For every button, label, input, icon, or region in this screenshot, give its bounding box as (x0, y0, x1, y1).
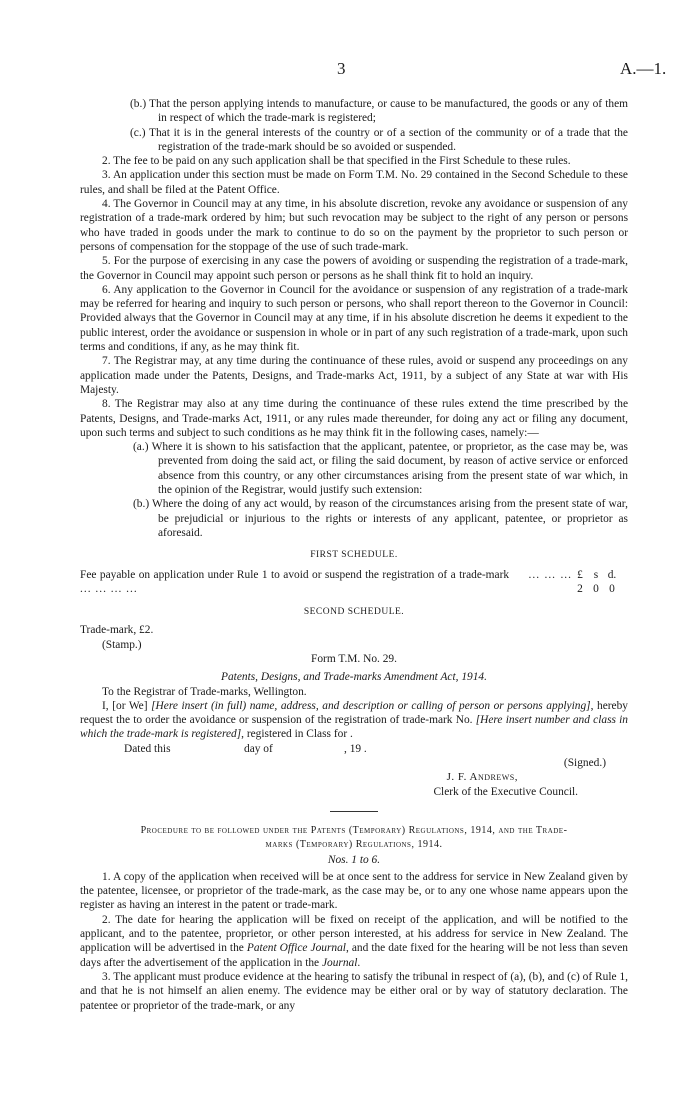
procedure-heading-line-1: Procedure to be followed under the Patents (Temporary) Regulations, 1914, and the Trade- (140, 824, 568, 836)
rule-6: 6. Any application to the Governor in Council for the avoidance or suspension of any registration of a trade-mark may be referred for hearing and inquiry to such person or persons, who shall report thereon to the Governor in Council: Provided always that the Governor in Council may at any time, if in his absolute discretion he deems it expedient to the public interest, order the avoidance or suspension in whole or in part of any such registration of a trade-mark, upon such terms and conditions, if any, as he may think fit. (80, 283, 628, 354)
fee-col-shillings: s (593, 568, 599, 581)
form-addressee: To the Registrar of Trade-marks, Wellington. (102, 685, 307, 698)
signatory-name: J. F. Andrews, (446, 771, 518, 784)
signed-label: (Signed.) (563, 757, 606, 770)
rule-8-clause-b: (b.) Where the doing of any act would, by reason of the circumstances arising from the present state of war, be prejudicial or injurious to the rights or interests of any applicant, patentee, or proprietor as aforesaid. (133, 498, 628, 539)
rule-7: 7. The Registrar may, at any time during the continuance of these rules, avoid or suspend any proceedings on any application made under the Patents, Designs, and Trade-marks Act, 1911, by a subject of any State at war with His Majesty. (80, 355, 628, 396)
fee-value-shillings: 0 (593, 582, 599, 595)
form-petition: I, [or We] [Here insert (in full) name, address, and description or calling of person or persons applying], hereby request the to order the avoidance or suspension of the registration of trade-mark No. [Here insert number and class in which the trade-mark is registered], registered in Class for . (80, 699, 629, 741)
first-schedule-heading: FIRST SCHEDULE. (310, 550, 398, 561)
document-body (80, 97, 628, 1013)
page-number: 3 (337, 59, 346, 78)
trade-mark-fee: Trade-mark, £2. (80, 624, 154, 637)
signatory-title: Clerk of the Executive Council. (433, 785, 578, 798)
form-dated-line: Dated this day of , 19 . (124, 742, 367, 755)
fee-col-pounds: £ (577, 568, 583, 581)
fee-value-pence: 0 (609, 582, 615, 595)
page-header (0, 59, 700, 82)
second-schedule-heading: SECOND SCHEDULE. (303, 607, 405, 618)
fee-col-pence: d. (607, 568, 617, 581)
procedure-item-3: 3. The applicant must produce evidence at the hearing to satisfy the tribunal in respect of (a), (b), and (c) of Rule 1, and that he is not himself an alien enemy. The evidence may be either oral or by way of statutory declaration. The patentee or proprietor of the trade-mark, or any (80, 970, 628, 1012)
rule-1-clause-c: (c.) That it is in the general interests of the country or of a section of the community or of a trade that the registration of the trade-mark should be so avoided or suspended. (130, 126, 628, 153)
procedure-subheading: Nos. 1 to 6. (327, 853, 381, 866)
rule-8: 8. The Registrar may also at any time during the continuance of these rules extend the time prescribed by the Patents, Designs, and Trade-marks Act, 1911, or any rules made thereunder, for doing any act or filing any document, upon such terms and subject to such conditions as he may think fit in the following cases, namely:— (80, 398, 628, 439)
fee-amount (572, 568, 628, 597)
act-title: Patents, Designs, and Trade-marks Amendment Act, 1914. (221, 671, 487, 684)
document-reference: A.—1. (620, 59, 667, 78)
fee-row (80, 568, 628, 597)
rule-1-clause-b: (b.) That the person applying intends to manufacture, or cause to be manufactured, the goods or any of them in respect of which the trade-mark is registered; (130, 98, 628, 125)
fee-value-pounds: 2 (577, 582, 583, 595)
rule-3: 3. An application under this section must be made on Form T.M. No. 29 contained in the Second Schedule to these rules, and shall be filed at the Patent Office. (80, 169, 628, 196)
fee-description: Fee payable on application under Rule 1 to avoid or suspend the registration of a trade-mark ... ... ... ... ... ... ... (80, 568, 572, 595)
procedure-item-1: 1. A copy of the application when received will be at once sent to the address for service in New Zealand given by the patentee, licensee, or proprietor of the trade-mark, as the case may be, or to any one whose name appears upon the register as having an interest in the patent or trade-mark. (80, 870, 628, 912)
section-divider (330, 811, 378, 812)
procedure-heading-line-2: marks (Temporary) Regulations, 1914. (265, 839, 443, 851)
rule-4: 4. The Governor in Council may at any time, in his absolute discretion, revoke any avoidance or suspension of any registration of a trade-mark ordered by him; but such revocation may be subject to the right of any person or persons who have traded in goods under the mark to continue to do so on the payment by the proprietor to such person or persons of compensation for the stoppage of the use of such trade-mark. (80, 198, 628, 253)
rule-2: 2. The fee to be paid on any such application shall be that specified in the First Schedule to these rules. (102, 155, 571, 168)
procedure-item-2: 2. The date for hearing the application will be fixed on receipt of the application, and will be notified to the applicant, and to the patentee, proprietor, or other person interested, at his address for service in New Zealand. The application will be advertised in the Patent Office Journal, and the date fixed for the hearing will be not less than seven days after the advertisement of the application in the Journal. (80, 913, 628, 969)
rule-8-clause-a: (a.) Where it is shown to his satisfaction that the applicant, patentee, or proprietor, as the case may be, was prevented from doing the said act, or filing the said document, by reason of active service or enforced absence from this country, or any other circumstances arising from the present state of war which, in the opinion of the Registrar, would justify such extension: (133, 441, 628, 497)
stamp-label: (Stamp.) (102, 638, 142, 651)
rule-5: 5. For the purpose of exercising in any case the powers of avoiding or suspending the registration of a trade-mark, the Governor in Council may appoint such person or persons as he shall think fit to hold an inquiry. (80, 255, 628, 282)
form-title: Form T.M. No. 29. (311, 652, 397, 665)
